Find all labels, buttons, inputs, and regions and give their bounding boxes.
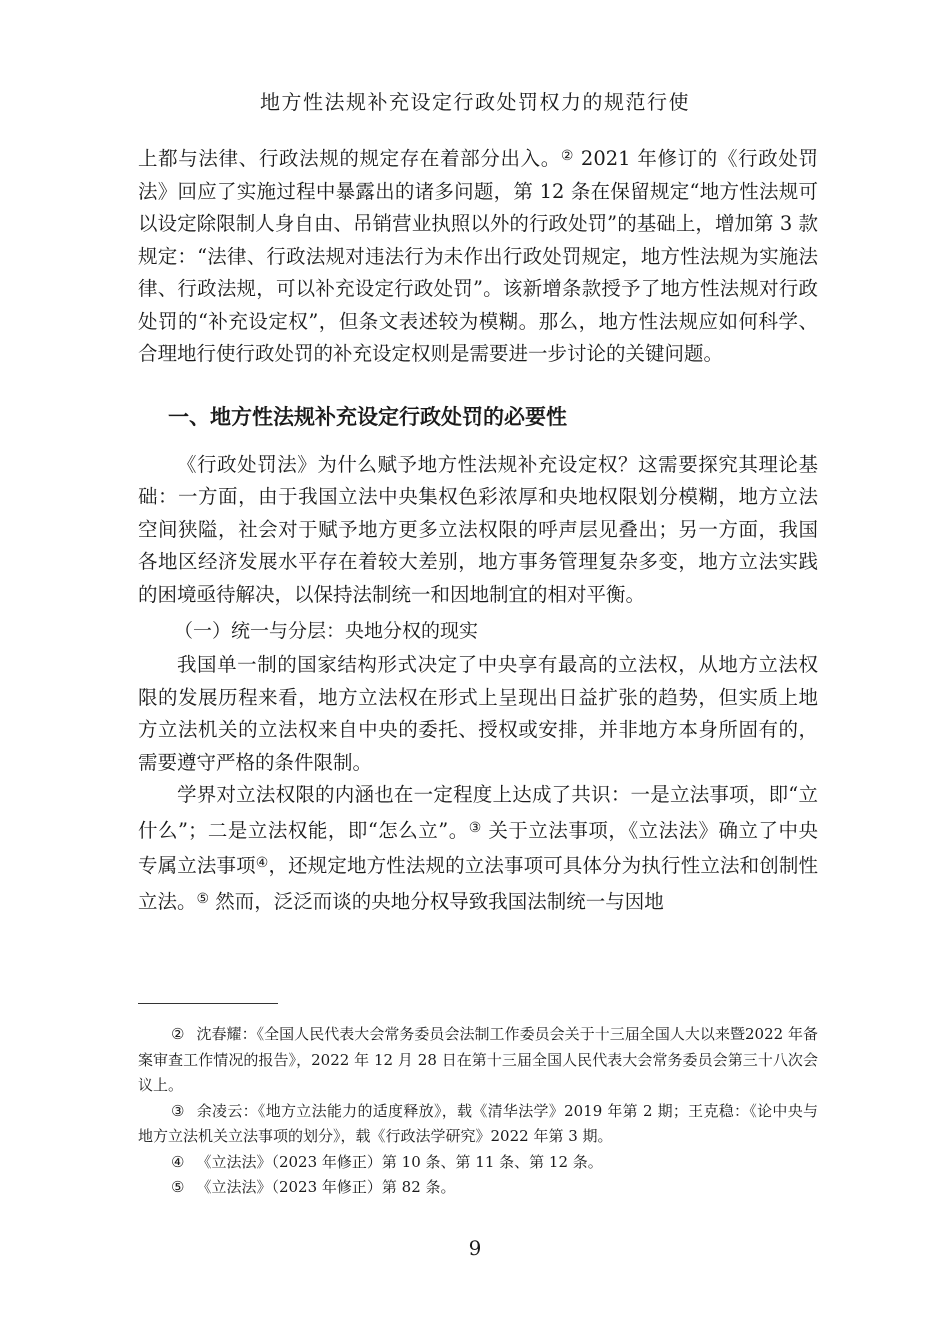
footnote-ref: ② <box>171 1025 185 1043</box>
section-paragraph-2: 我国单一制的国家结构形式决定了中央享有最高的立法权，从地方立法权限的发展历程来看，地方立法权在形式上呈现出日益扩张的趋势，但实质上地方立法机关的立法权来自中央的委托、授权或安排，并非地方本身所固有的，需要遵守严格的条件限制。 <box>138 653 818 774</box>
footnote-ref: ③ <box>171 1101 185 1120</box>
section-paragraph-1: 《行政处罚法》为什么赋予地方性法规补充设定权？这需要探究其理论基础：一方面，由于我国立法中央集权色彩浓厚和央地权限划分模糊，地方立法空间狭隘，社会对于赋予地方更多立法权限的呼声层见叠出；另一方面，我国各地区经济发展水平存在着较大差别，地方事务管理复杂多变，地方立法实践的困境亟待解决，以保持法制统一和因地制宜的相对平衡。 <box>138 452 818 606</box>
main-text <box>138 140 818 918</box>
footnote-mark-3[interactable]: ③ <box>468 819 482 836</box>
footnote-2 <box>138 1022 818 1099</box>
footnote-text: 沈春耀：《全国人民代表大会常务委员会法制工作委员会关于十三届全国人大以来暨2022 年备案审查工作情况的报告》，2022 年 12 月 28 日在第十三届全国人民代表大会常务委员会第三十八次会议上。 <box>138 1025 818 1094</box>
section-paragraph-3 <box>138 779 818 918</box>
footnotes <box>138 1022 818 1201</box>
footnote-5 <box>138 1175 818 1201</box>
footnote-mark-2[interactable]: ② <box>560 148 575 164</box>
section-heading: 一、地方性法规补充设定行政处罚的必要性 <box>168 404 567 429</box>
para3-text-c: ，还规定地方性法规的立法事项可具体分为执行性立法和创制性立法。 <box>138 854 818 913</box>
footnote-3 <box>138 1099 818 1150</box>
footnote-divider <box>138 1003 278 1004</box>
para3-text-a: 学界对立法权限的内涵也在一定程度上达成了共识：一是立法事项，即“立什么”；二是立法权能，即“怎么立”。 <box>138 783 818 842</box>
footnote-ref: ⑤ <box>171 1178 185 1196</box>
footnote-text: 《立法法》（2023 年修正）第 82 条。 <box>196 1178 456 1196</box>
footnote-mark-4[interactable]: ④ <box>255 855 269 871</box>
footnote-mark-5[interactable]: ⑤ <box>196 890 210 907</box>
page-number: 9 <box>468 1236 482 1260</box>
footnote-4 <box>138 1150 818 1176</box>
para3-text-b: 关于立法事项，《立法法》确立了中央专属立法事项 <box>138 818 818 877</box>
footnote-text: 《立法法》（2023 年修正）第 10 条、第 11 条、第 12 条。 <box>196 1152 603 1171</box>
footnote-text: 余凌云：《地方立法能力的适度释放》，载《清华法学》2019 年第 2 期；王克稳：《论中央与地方立法机关立法事项的划分》，载《行政法学研究》2022 年第 3 期。 <box>138 1101 818 1145</box>
intro-paragraph <box>138 140 818 371</box>
para3-text-d: 然而，泛泛而谈的央地分权导致我国法制统一与因地 <box>209 889 664 913</box>
subsection-heading: （一）统一与分层：央地分权的现实 <box>174 620 479 642</box>
footnote-ref: ④ <box>171 1152 185 1171</box>
intro-text-a: 上都与法律、行政法规的规定存在着部分出入。 <box>138 147 561 170</box>
intro-text-b: 2021 年修订的《行政处罚法》回应了实施过程中暴露出的诸多问题，第 12 条在保留规定“地方性法规可以设定除限制人身自由、吊销营业执照以外的行政处罚”的基础上，增加第 3 款规定：“法律、行政法规对违法行为未作出行政处罚规定，地方性法规为实施法律、行政法规，可以补充设定行政处罚”。该新增条款授予了地方性法规对行政处罚的“补充设定权”，但条文表述较为模糊。那么，地方性法规应如何科学、合理地行使行政处罚的补充设定权则是需要进一步讨论的关键问题。 <box>138 147 818 365</box>
running-head: 地方性法规补充设定行政处罚权力的规范行使 <box>260 90 690 114</box>
